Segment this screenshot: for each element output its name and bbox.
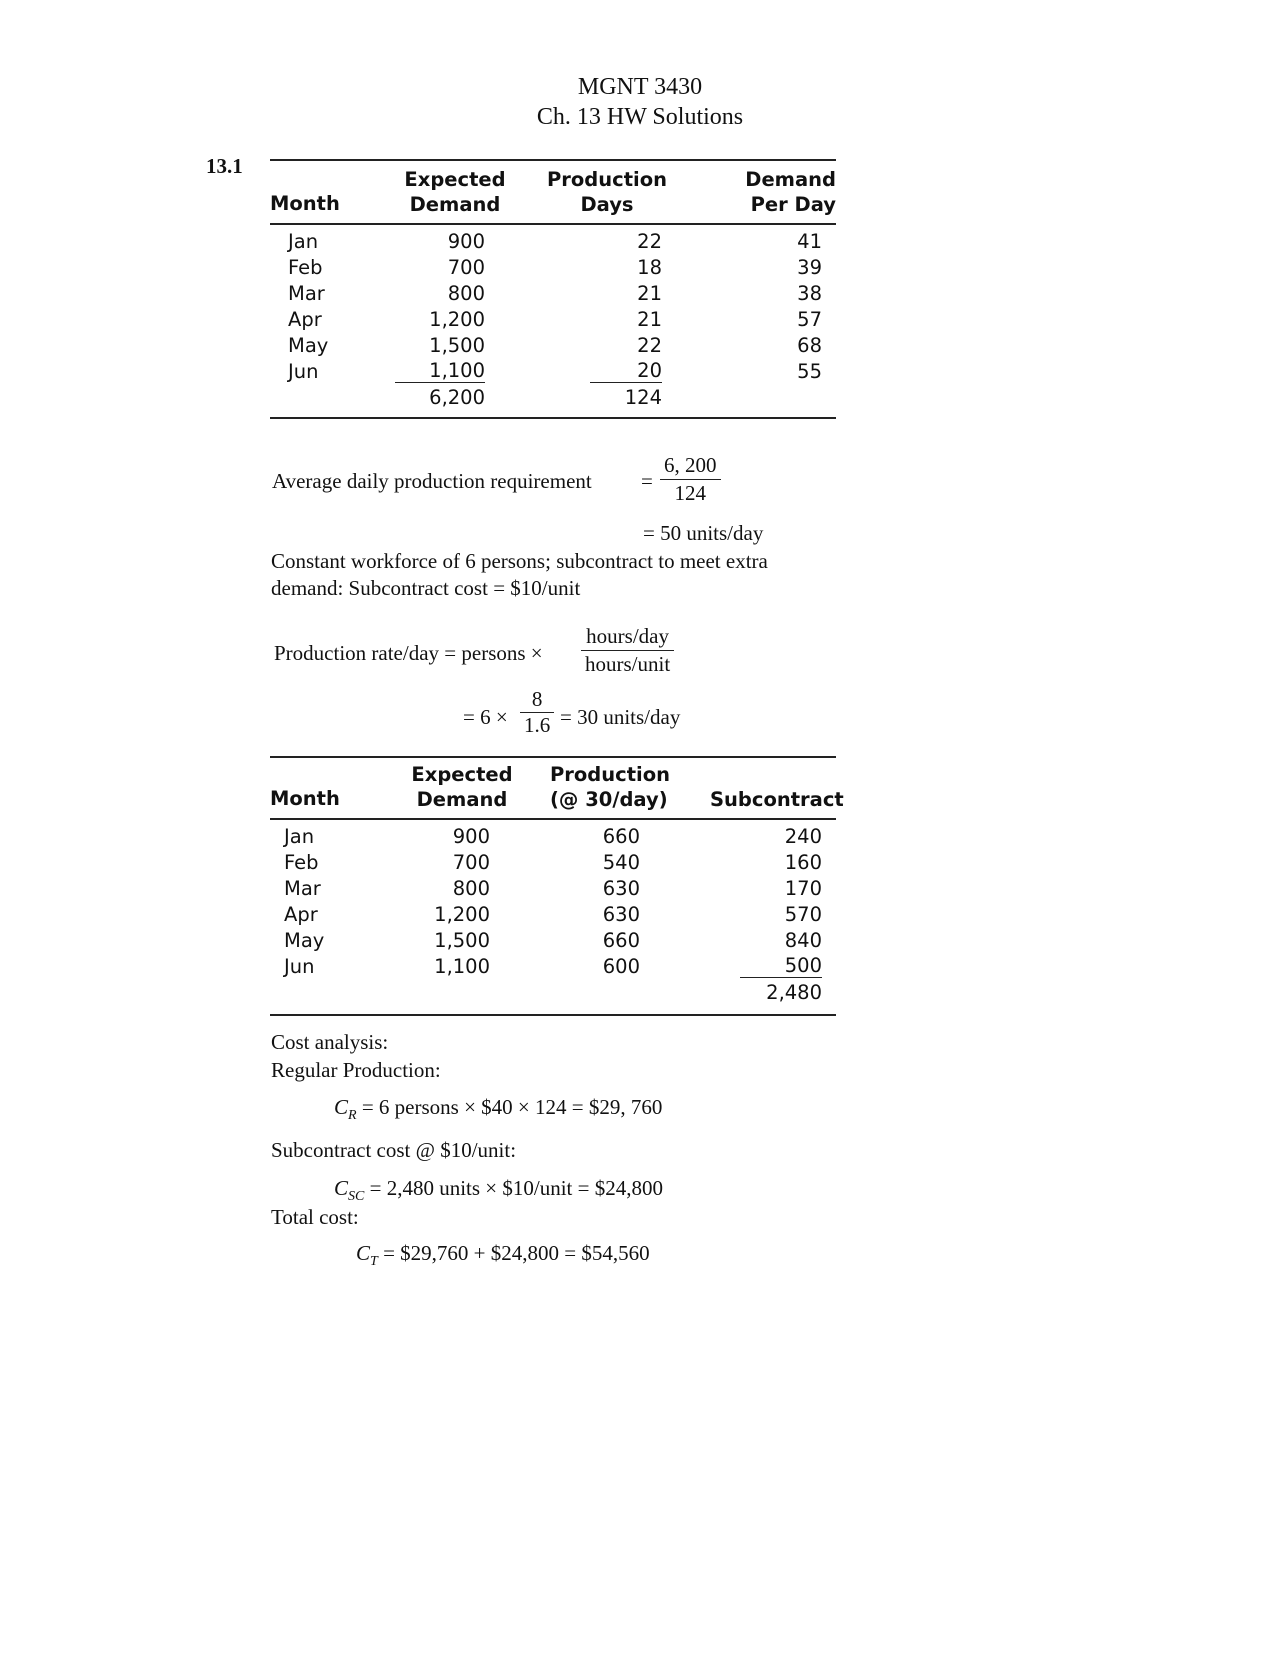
rate-lhs: Production rate/day = persons ×: [274, 641, 543, 665]
header-production-2-2: (@ 30/day): [550, 788, 668, 811]
rate-line2-denominator: 1.6: [524, 713, 551, 737]
csc-symbol: C: [334, 1176, 349, 1200]
avg-fraction: [660, 452, 721, 507]
avg-result: = 50 units/day: [643, 521, 764, 545]
cell-per-day: 41: [797, 230, 822, 253]
cell-expected: 1,200: [429, 308, 485, 331]
rate-line2-numerator: 8: [520, 686, 554, 713]
cell-production: 630: [602, 903, 640, 926]
table-row: [270, 824, 836, 850]
header-subcontract: Subcontract: [710, 788, 844, 811]
table-row: [270, 954, 836, 980]
table-row: [270, 333, 836, 359]
cell-month: Apr: [284, 903, 318, 926]
rate-line2-suffix: = 30 units/day: [560, 705, 681, 729]
cell-production: 660: [602, 929, 640, 952]
table-row: [270, 850, 836, 876]
subcontract-table-body: [270, 820, 836, 1014]
header-demand-2: Per Day: [750, 193, 836, 216]
cr-equation: [334, 1094, 662, 1129]
cell-month: Jun: [288, 360, 319, 383]
cell-per-day: 55: [797, 360, 822, 383]
table-row: [270, 307, 836, 333]
cell-subcontract: 840: [784, 929, 822, 952]
subcontract-table-header: [270, 758, 844, 820]
cell-production: 600: [602, 955, 640, 978]
cr-expression: = 6 persons × $40 × 124 = $29, 760: [361, 1095, 663, 1119]
cell-per-day: 68: [797, 334, 822, 357]
table-row: [270, 281, 836, 307]
table-row: [270, 928, 836, 954]
workforce-line-1: Constant workforce of 6 persons; subcontract to meet extra: [271, 549, 768, 573]
header-production-1: Production: [547, 168, 667, 191]
header-expected-2: Demand: [409, 193, 501, 216]
header-demand-1: Demand: [745, 168, 836, 191]
cell-days: 22: [637, 230, 662, 253]
avg-denominator: 124: [674, 481, 706, 505]
rate-numerator: hours/day: [581, 623, 674, 651]
cell-expected: 1,200: [434, 903, 490, 926]
cell-expected: 1,100: [434, 955, 490, 978]
cell-month: Jun: [284, 955, 315, 978]
csc-equation: [334, 1175, 663, 1210]
cell-days: 20: [590, 359, 662, 383]
header-expected-1: Expected: [404, 168, 506, 191]
cell-month: Jan: [288, 230, 319, 253]
total-expected: 6,200: [429, 386, 485, 409]
avg-label: Average daily production requirement: [272, 469, 592, 493]
cell-expected: 700: [452, 851, 490, 874]
header-month: Month: [270, 192, 340, 215]
avg-numerator: 6, 200: [660, 452, 721, 480]
cr-symbol: C: [334, 1095, 349, 1119]
cost-heading: Cost analysis:: [271, 1030, 389, 1054]
header-production-2: Days: [580, 193, 634, 216]
cell-expected: 1,100: [395, 359, 485, 383]
cell-subcontract: 160: [784, 851, 822, 874]
cell-expected: 800: [452, 877, 490, 900]
cell-expected: 900: [452, 825, 490, 848]
rate-line2-fraction: [520, 686, 554, 737]
header-expected-2-2: Demand: [416, 788, 508, 811]
cell-per-day: 39: [797, 256, 822, 279]
cell-days: 22: [637, 334, 662, 357]
ct-equation: [356, 1240, 650, 1275]
cell-expected: 1,500: [429, 334, 485, 357]
cell-days: 21: [637, 308, 662, 331]
cell-month: May: [284, 929, 325, 952]
cell-month: Jan: [284, 825, 315, 848]
cell-month: Mar: [284, 877, 321, 900]
cell-subcontract: 170: [784, 877, 822, 900]
table-total-row: [270, 385, 836, 411]
header-expected-2-1: Expected: [411, 763, 513, 786]
cell-days: 18: [637, 256, 662, 279]
avg-eq: =: [641, 469, 653, 493]
workforce-line-2: demand: Subcontract cost = $10/unit: [271, 576, 581, 600]
cell-production: 630: [602, 877, 640, 900]
demand-table-header: [270, 161, 836, 225]
cell-subcontract: 240: [784, 825, 822, 848]
cell-subcontract: 500: [740, 954, 822, 978]
rate-line2-prefix: = 6 ×: [463, 705, 508, 729]
cell-month: Apr: [288, 308, 322, 331]
table-row: [270, 255, 836, 281]
total-subcontract: 2,480: [766, 981, 822, 1004]
cell-per-day: 38: [797, 282, 822, 305]
cr-subscript: R: [348, 1108, 357, 1124]
total-cost-heading: Total cost:: [271, 1205, 359, 1229]
cell-month: Feb: [284, 851, 319, 874]
ct-expression: = $29,760 + $24,800 = $54,560: [383, 1241, 650, 1265]
rate-fraction: [581, 623, 674, 678]
cell-expected: 700: [447, 256, 485, 279]
header-production-2-1: Production: [550, 763, 670, 786]
ct-symbol: C: [356, 1241, 371, 1265]
csc-expression: = 2,480 units × $10/unit = $24,800: [369, 1176, 663, 1200]
cell-expected: 900: [447, 230, 485, 253]
cell-expected: 1,500: [434, 929, 490, 952]
document-title: Ch. 13 HW Solutions: [536, 104, 744, 130]
cell-production: 540: [602, 851, 640, 874]
total-days: 124: [624, 386, 662, 409]
problem-number: 13.1: [206, 154, 243, 178]
document-header: [0, 72, 1280, 132]
cell-month: May: [288, 334, 329, 357]
table-row: [270, 229, 836, 255]
rate-denominator: hours/unit: [585, 652, 671, 676]
table-row: [270, 902, 836, 928]
cell-month: Feb: [288, 256, 323, 279]
cell-days: 21: [637, 282, 662, 305]
demand-table: [270, 159, 836, 419]
header-month-2: Month: [270, 787, 340, 810]
csc-subscript: SC: [348, 1189, 365, 1205]
demand-table-body: [270, 225, 836, 417]
regular-heading: Regular Production:: [271, 1058, 441, 1082]
ct-subscript: T: [370, 1254, 378, 1270]
course-code: MGNT 3430: [577, 74, 703, 100]
cell-expected: 800: [447, 282, 485, 305]
cell-production: 660: [602, 825, 640, 848]
table-row: [270, 876, 836, 902]
table-total-row: [270, 980, 836, 1006]
subcontract-cost-heading: Subcontract cost @ $10/unit:: [271, 1138, 517, 1162]
subcontract-table: [270, 756, 844, 1016]
cell-per-day: 57: [797, 308, 822, 331]
cell-subcontract: 570: [784, 903, 822, 926]
cell-month: Mar: [288, 282, 325, 305]
table-row: [270, 359, 836, 385]
